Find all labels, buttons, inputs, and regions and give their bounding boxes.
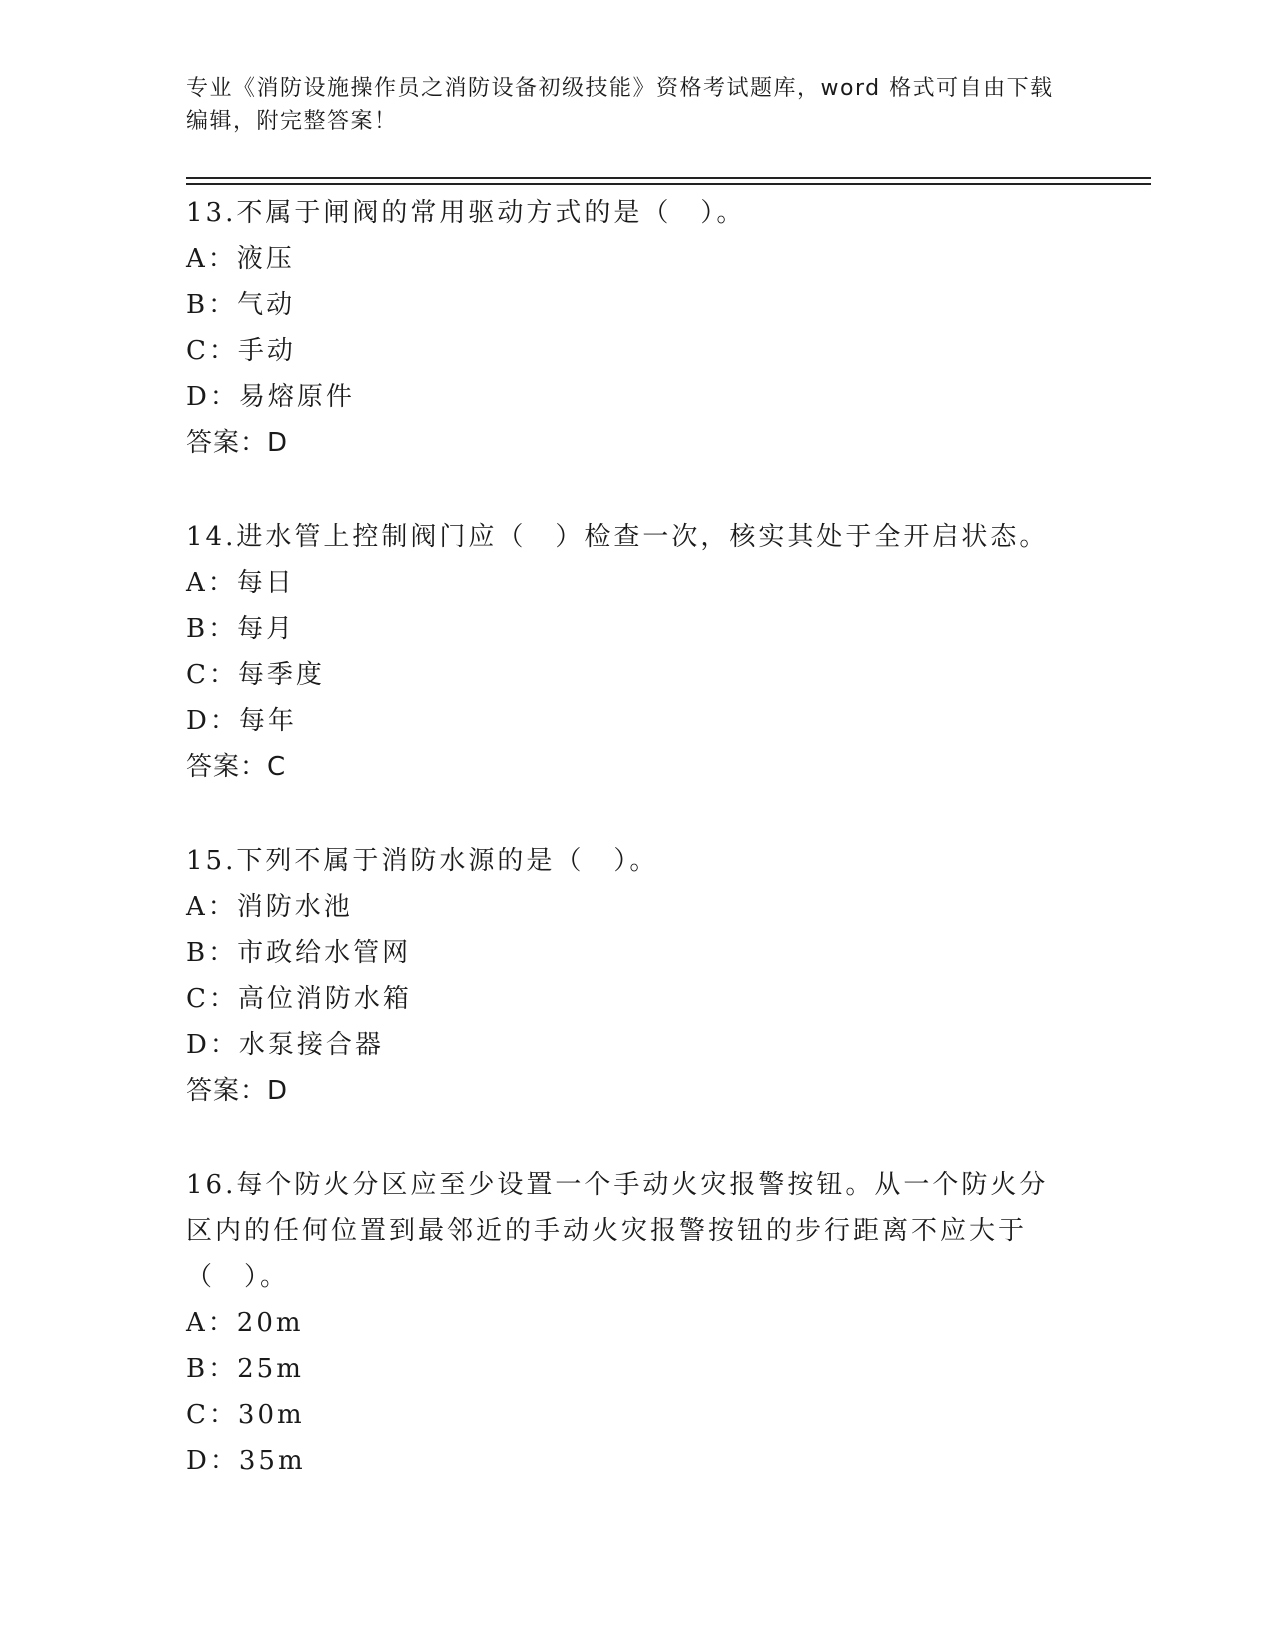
option-text: 市政给水管网 [237, 938, 412, 968]
question-16 [186, 1162, 1086, 1484]
option-letter: A： [186, 568, 237, 598]
option-text: 每日 [236, 568, 295, 598]
option-a [186, 884, 1086, 930]
option-c [186, 976, 1086, 1022]
option-letter: B： [186, 614, 238, 644]
option-d [186, 1022, 1086, 1068]
option-text: 消防水池 [236, 892, 353, 922]
question-13 [186, 190, 1086, 466]
option-letter: B： [186, 290, 238, 320]
option-d [186, 1438, 1086, 1484]
option-letter: A： [186, 892, 237, 922]
option-b [186, 606, 1086, 652]
option-text: 30m [237, 1400, 305, 1430]
option-text: 每月 [237, 614, 296, 644]
option-a [186, 236, 1086, 282]
option-b [186, 282, 1086, 328]
option-d [186, 698, 1086, 744]
question-stem: 15.下列不属于消防水源的是（ ）。 [186, 846, 659, 876]
question-stem: 13.不属于闸阀的常用驱动方式的是（ ）。 [186, 198, 746, 228]
option-b [186, 1346, 1086, 1392]
header-divider-top [186, 177, 1151, 179]
option-c [186, 1392, 1086, 1438]
option-text: 每年 [238, 706, 297, 736]
option-a [186, 1300, 1086, 1346]
option-d [186, 374, 1086, 420]
option-text: 易熔原件 [238, 382, 355, 412]
option-a [186, 560, 1086, 606]
option-b [186, 930, 1086, 976]
document-header: 专业《消防设施操作员之消防设备初级技能》资格考试题库，word 格式可自由下载编辑，附完整答案！ [186, 76, 1054, 134]
option-c [186, 328, 1086, 374]
question-list [186, 190, 1086, 1532]
question-15 [186, 838, 1086, 1114]
answer-label: 答案：D [186, 428, 289, 458]
option-text: 35m [238, 1446, 306, 1476]
option-text: 高位消防水箱 [237, 984, 412, 1014]
answer-label: 答案：D [186, 1076, 289, 1106]
option-letter: D： [186, 1030, 239, 1060]
option-letter: C： [186, 660, 238, 690]
option-c [186, 652, 1086, 698]
option-letter: C： [186, 336, 238, 366]
option-text: 手动 [237, 336, 296, 366]
option-letter: C： [186, 984, 238, 1014]
question-stem: 16.每个防火分区应至少设置一个手动火灾报警按钮。从一个防火分区内的任何位置到最邻近的手动火灾报警按钮的步行距离不应大于（ ）。 [186, 1170, 1049, 1292]
option-letter: A： [186, 1308, 237, 1338]
option-letter: D： [186, 382, 239, 412]
option-text: 水泵接合器 [238, 1030, 384, 1060]
question-14 [186, 514, 1086, 790]
option-text: 液压 [236, 244, 295, 274]
option-letter: B： [186, 1354, 238, 1384]
option-letter: D： [186, 706, 239, 736]
answer-label: 答案：C [186, 752, 287, 782]
option-text: 25m [237, 1354, 304, 1384]
question-stem: 14.进水管上控制阀门应（ ）检查一次，核实其处于全开启状态。 [186, 522, 1049, 552]
option-letter: C： [186, 1400, 238, 1430]
option-letter: A： [186, 244, 237, 274]
option-text: 气动 [237, 290, 296, 320]
option-text: 每季度 [237, 660, 325, 690]
option-text: 20m [236, 1308, 304, 1338]
option-letter: B： [186, 938, 238, 968]
header-divider-bottom [186, 183, 1151, 185]
option-letter: D： [186, 1446, 239, 1476]
